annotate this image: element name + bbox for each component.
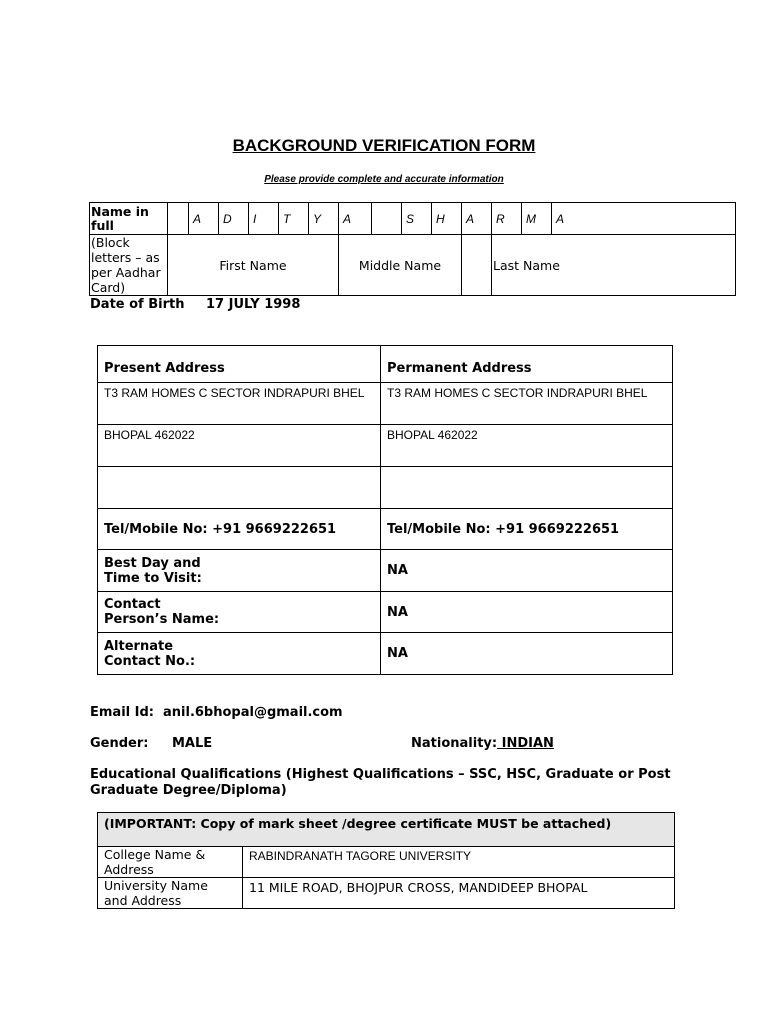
first-name-caption: First Name: [168, 235, 339, 296]
name-letter-box[interactable]: R: [492, 203, 522, 235]
name-letter-box[interactable]: Y: [309, 203, 339, 235]
alternate-contact-label-line2: Contact No.:: [104, 653, 196, 669]
name-table: [89, 202, 736, 296]
name-note: (Block letters – as per Aadhar Card): [90, 235, 168, 296]
gender-value[interactable]: MALE: [172, 736, 213, 751]
nationality-label: Nationality:: [411, 736, 498, 751]
alternate-contact-value[interactable]: NA: [381, 633, 673, 675]
education-table: [97, 812, 675, 909]
middle-name-caption: Middle Name: [339, 235, 462, 296]
name-spacer-cell: [462, 235, 492, 296]
present-address-line2[interactable]: BHOPAL 462022: [98, 425, 381, 467]
name-letter-box[interactable]: [168, 203, 189, 235]
form-subtitle: Please provide complete and accurate information: [264, 174, 504, 185]
alternate-contact-label-line1: Alternate: [104, 638, 174, 654]
name-letter-box[interactable]: D: [219, 203, 249, 235]
nationality-value[interactable]: INDIAN: [497, 736, 554, 751]
name-letter-box[interactable]: I: [249, 203, 279, 235]
email-label: Email Id:: [90, 705, 154, 720]
college-label-line2: Address: [104, 862, 154, 877]
university-label-line1: University Name: [104, 878, 208, 893]
permanent-address-header: Permanent Address: [381, 346, 673, 383]
name-letter-box[interactable]: S: [402, 203, 432, 235]
university-label-line2: and Address: [104, 893, 182, 908]
education-heading-line2: Graduate Degree/Diploma): [90, 783, 287, 798]
address-table: [97, 345, 673, 675]
permanent-tel[interactable]: Tel/Mobile No: +91 9669222651: [381, 509, 673, 550]
dob-label: Date of Birth: [90, 297, 185, 312]
present-address-line3[interactable]: [98, 467, 381, 509]
name-letter-box[interactable]: M: [522, 203, 552, 235]
contact-person-label-line2: Person’s Name:: [104, 612, 220, 627]
education-heading-line1: Educational Qualifications (Highest Qualifications – SSC, HSC, Graduate or Post: [90, 767, 671, 782]
permanent-address-line2[interactable]: BHOPAL 462022: [381, 425, 673, 467]
college-label-line1: College Name &: [104, 847, 206, 862]
name-letter-box[interactable]: A: [552, 203, 736, 235]
alternate-contact-label: [98, 633, 381, 675]
name-letter-box[interactable]: T: [279, 203, 309, 235]
last-name-caption: Last Name: [492, 235, 736, 296]
college-value[interactable]: RABINDRANATH TAGORE UNIVERSITY: [243, 847, 675, 878]
name-letter-box[interactable]: A: [462, 203, 492, 235]
college-label: [98, 847, 243, 878]
form-title: BACKGROUND VERIFICATION FORM: [232, 136, 536, 155]
dob-value: 17 JULY 1998: [206, 297, 301, 312]
present-address-line1[interactable]: T3 RAM HOMES C SECTOR INDRAPURI BHEL: [98, 383, 381, 425]
best-day-label: [98, 550, 381, 592]
nationality-field: [411, 736, 554, 751]
contact-person-label-line1: Contact: [104, 597, 161, 612]
name-label: Name in full: [90, 203, 168, 235]
name-letter-box[interactable]: A: [189, 203, 219, 235]
name-letter-box[interactable]: [372, 203, 402, 235]
best-day-label-line1: Best Day and: [104, 555, 201, 571]
best-day-value[interactable]: NA: [381, 550, 673, 592]
present-tel[interactable]: Tel/Mobile No: +91 9669222651: [98, 509, 381, 550]
permanent-address-line1[interactable]: T3 RAM HOMES C SECTOR INDRAPURI BHEL: [381, 383, 673, 425]
contact-person-value[interactable]: NA: [381, 592, 673, 633]
university-label: [98, 878, 243, 909]
permanent-address-line3[interactable]: [381, 467, 673, 509]
gender-label: Gender:: [90, 736, 149, 751]
contact-person-label: [98, 592, 381, 633]
important-note: (IMPORTANT: Copy of mark sheet /degree certificate MUST be attached): [98, 813, 675, 847]
name-letter-box[interactable]: A: [339, 203, 372, 235]
name-letter-box[interactable]: H: [432, 203, 462, 235]
university-value[interactable]: 11 MILE ROAD, BHOJPUR CROSS, MANDIDEEP BHOPAL: [243, 878, 675, 909]
best-day-label-line2: Time to Visit:: [104, 570, 202, 586]
email-value[interactable]: anil.6bhopal@gmail.com: [163, 705, 343, 720]
present-address-header: Present Address: [98, 346, 381, 383]
